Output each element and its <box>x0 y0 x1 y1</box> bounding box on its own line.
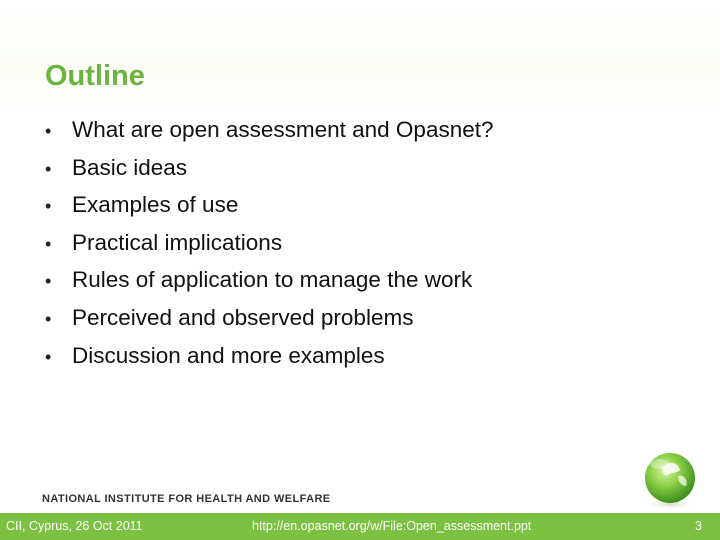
list-item <box>45 155 494 193</box>
bullet-list <box>45 117 494 380</box>
list-item <box>45 343 494 381</box>
bullet-dot-icon: • <box>45 158 52 179</box>
bullet-dot-icon: • <box>45 121 52 141</box>
bullet-dot-icon: • <box>45 196 52 217</box>
bullet-text: Discussion and more examples <box>72 342 385 368</box>
list-item <box>45 305 494 343</box>
bullet-dot-icon: • <box>45 308 52 329</box>
bullet-dot-icon: • <box>45 271 52 292</box>
list-item <box>45 267 494 305</box>
bullet-dot-icon: • <box>45 233 52 254</box>
footer-page-number: 3 <box>695 519 702 533</box>
bullet-text: Rules of application to manage the work <box>72 267 473 293</box>
footer-url[interactable]: http://en.opasnet.org/w/File:Open_assessment.ppt <box>252 519 532 533</box>
bullet-text: Basic ideas <box>72 154 188 180</box>
list-item <box>45 192 494 230</box>
slide-title: Outline <box>45 60 145 92</box>
bullet-dot-icon: • <box>45 346 52 367</box>
list-item <box>45 117 494 155</box>
bullet-text: Examples of use <box>72 192 239 218</box>
bullet-text: Practical implications <box>72 229 283 255</box>
list-item <box>45 230 494 268</box>
bullet-text: What are open assessment and Opasnet? <box>72 117 494 142</box>
green-globe-logo-icon <box>620 450 700 512</box>
institute-name: NATIONAL INSTITUTE FOR HEALTH AND WELFARE <box>42 493 331 505</box>
footer-event: CII, Cyprus, 26 Oct 2011 <box>6 519 143 533</box>
bullet-text: Perceived and observed problems <box>72 304 414 330</box>
